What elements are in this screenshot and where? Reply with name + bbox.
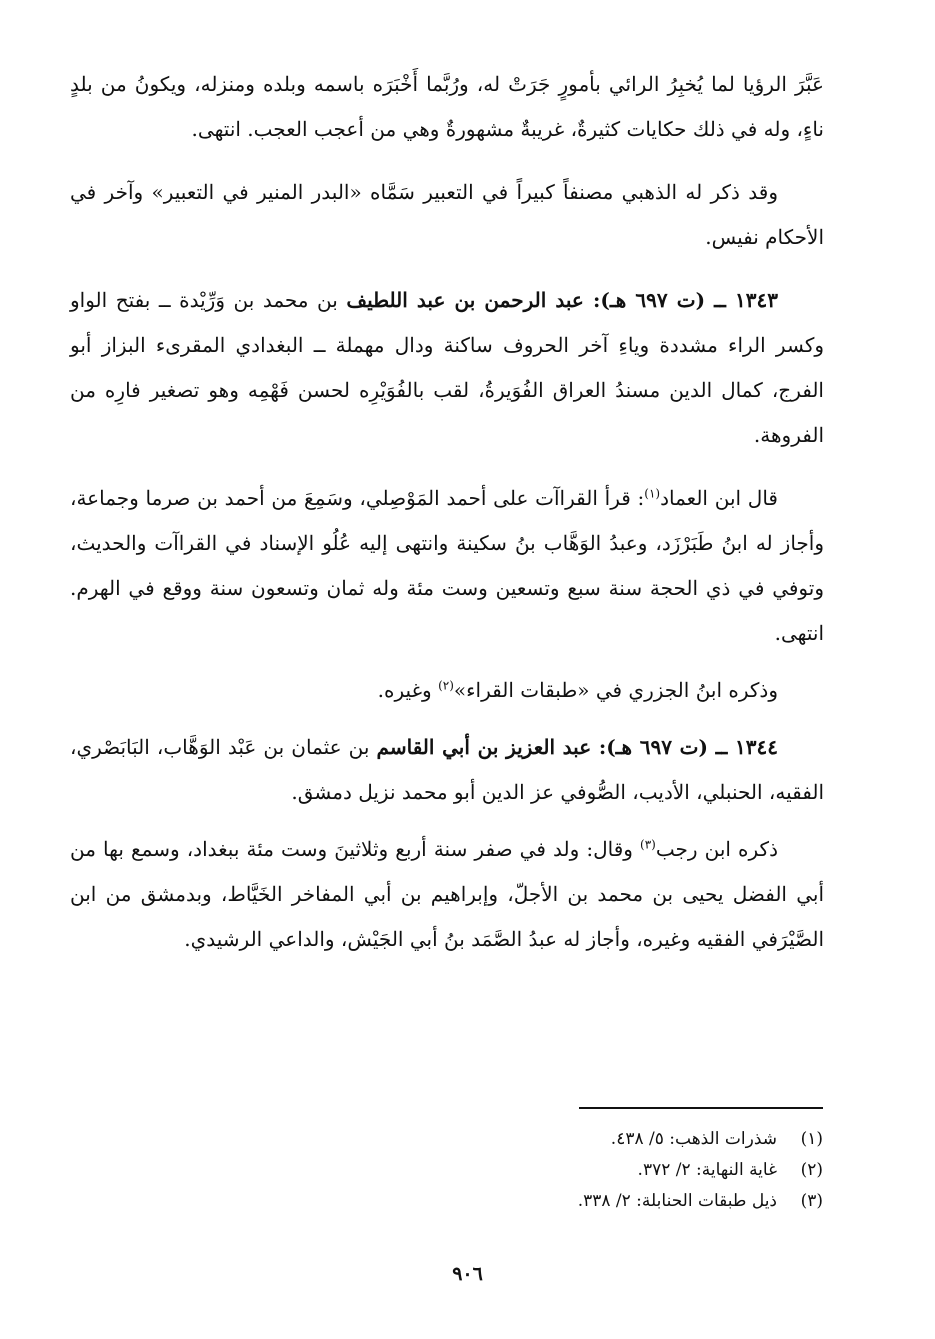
footnote-divider (579, 1107, 823, 1109)
paragraph-2: وقد ذكر له الذهبي مصنفاً كبيراً في التعبير سَمَّاه «البدر المنير في التعبير» وآخر في الأحكام نفيس. (70, 180, 824, 249)
footnote-2-number: (٢) (800, 1160, 823, 1180)
footnote-1-number: (١) (800, 1129, 823, 1149)
footnote-ref-2: (٢) (438, 678, 454, 693)
paragraph-ibn-alimad (70, 476, 824, 656)
page-number: ٩٠٦ (452, 1263, 483, 1285)
main-text (70, 62, 824, 962)
footnote-1 (303, 1124, 823, 1155)
paragraph-ibn-rajab (70, 827, 824, 962)
footnote-2-text: غاية النهاية: ٢/ ٣٧٢. (637, 1160, 777, 1180)
footnote-3-number: (٣) (800, 1191, 823, 1211)
footnote-3-text: ذيل طبقات الحنابلة: ٢/ ٣٣٨. (577, 1191, 777, 1211)
p7-after: وقال: ولد في صفر سنة أربع وثلاثينَ وست مئة ببغداد، وسمع بها من أبي الفضل يحيى بن محمد بن الأجلّ، وإبراهيم بن أبي المفاخر الخَيَّاط، وبدمشق من ابن الصَّيْرَفي الفقيه وغيره، وأجاز له عبدُ الصَّمَد بنُ أبي الجَيْش، والداعي الرشيدي. (70, 837, 825, 951)
p7-before: ذكره ابن رجب (655, 837, 778, 861)
footnote-2 (303, 1155, 823, 1186)
p4-after: : قرأ القراآت على أحمد المَوْصِلي، وسَمِعَ من أحمد بن صرما وجماعة، وأجاز له ابنُ طَبَرْزَد، وعبدُ الوَهَّاب بنُ سكينة وانتهى إليه عُلُو الإسناد في القراآت والحديث، وتوفي في ذي الحجة سنة سبع وتسعين وست مئة وله ثمان وتسعون سنة ووقع في الهرم. انتهى. (70, 486, 824, 645)
footnote-1-text: شذرات الذهب: ٥/ ٤٣٨. (610, 1129, 777, 1149)
footnotes (303, 1124, 823, 1217)
entry-1343 (70, 278, 824, 458)
footnote-3 (303, 1186, 823, 1217)
entry-1344-heading: ١٣٤٤ ــ (ت ٦٩٧ هـ): عبد العزيز بن أبي القاسم (376, 735, 779, 759)
entry-1344 (70, 725, 824, 815)
entry-1344-text: بن عثمان بن عَبْد الوَهَّاب، البَابَصْري، الفقيه، الحنبلي، الأديب، الصُّوفي عز الدين أبو محمد نزيل دمشق. (70, 735, 824, 804)
entry-1343-text: بن محمد بن وَرِّيْدة ــ بفتح الواو وكسر الراء مشددة وياءِ آخر الحروف ساكنة ودال مهملة ــ البغدادي المقرىء البزاز أبو الفرج، كمال الدين مسندُ العراق الفُوَيرةُ، لقب بالفُوَيْرِه لحسن فَهْمِه وهو تصغير فارِه من الفروهة. (70, 288, 824, 447)
footnote-ref-3: (٣) (640, 837, 656, 852)
paragraph-1: عَبَّرَ الرؤيا لما يُخبِرُ الرائي بأمورٍ جَرَتْ له، ورُبَّما أَخْبَرَه باسمه وبلده ومنزله، ويكونُ من بلدٍ ناءٍ، وله في ذلك حكايات كثيرةٌ، غريبةٌ مشهورةٌ وهي من أعجب العجب. انتهى. (70, 72, 824, 141)
entry-1343-heading: ١٣٤٣ ــ (ت ٦٩٧ هـ): عبد الرحمن بن عبد اللطيف (346, 288, 778, 312)
p5-before: وذكره ابنُ الجزري في «طبقات القراء» (453, 678, 778, 702)
footnote-ref-1: (١) (644, 486, 661, 501)
paragraph-ibn-aljazari (70, 668, 824, 713)
p5-after: وغيره. (377, 678, 439, 702)
p4-before: قال ابن العماد (660, 486, 778, 510)
